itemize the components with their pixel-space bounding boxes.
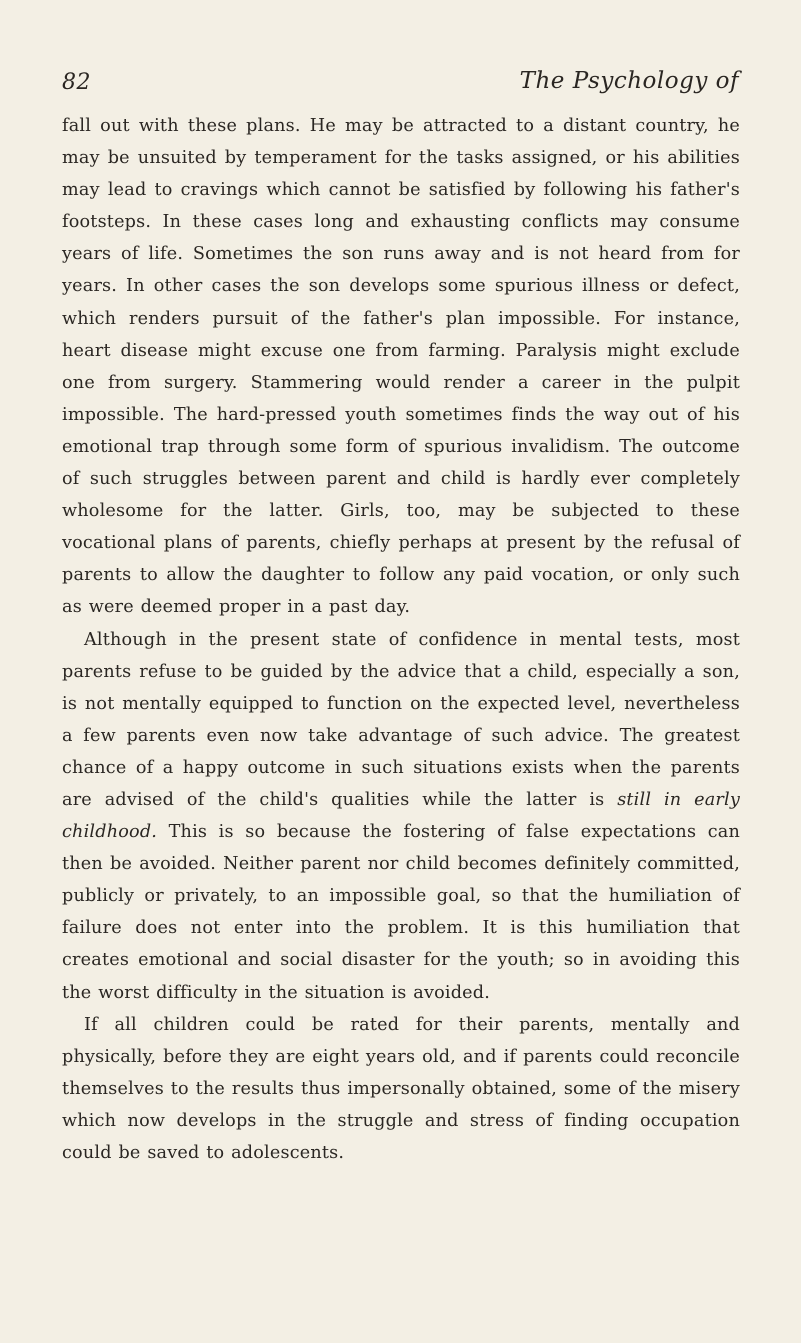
- paragraph-2-emphasis: still in early childhood.: [62, 789, 740, 843]
- running-head: The Psychology of: [519, 68, 739, 94]
- body-text: [62, 110, 740, 1169]
- paragraph-2-text-after: This is so because the fostering of false expectations can then be avoided. Neither parent nor child becomes definitely committed, publicly or privately, to an impossible goal, so that the humiliation of failure does not enter into the problem. It is this humiliation that creates emotional and social disaster for the youth; so in avoiding this the worst difficulty in the situation is avoided.: [62, 822, 740, 1003]
- paragraph-3: If all children could be rated for their parents, mentally and physically, before they are eight years old, and if parents could reconcile themselves to the results thus impersonally obtained, some of the misery which now develops in the struggle and stress of finding occupation could be saved to adolescents.: [62, 1014, 740, 1163]
- page-number: 82: [62, 70, 91, 95]
- paragraph-2: [62, 624, 740, 1009]
- paragraph-1: fall out with these plans. He may be attracted to a distant country, he may be unsuited by temperament for the tasks assigned, or his abilities may lead to cravings which cannot be satisfied by following his father's footsteps. In these cases long and exhausting conflicts may consume years of life. Sometimes the son runs away and is not heard from for years. In other cases the son develops some spurious illness or defect, which renders pursuit of the father's plan impossible. For instance, heart disease might excuse one from farming. Paralysis might exclude one from surgery. Stammering would render a career in the pulpit impossible. The hard-pressed youth sometimes finds the way out of his emotional trap through some form of spurious invalidism. The outcome of such struggles between parent and child is hardly ever completely wholesome for the latter. Girls, too, may be subjected to these vocational plans of parents, chiefly perhaps at present by the refusal of parents to allow the daughter to follow any paid vocation, or only such as were deemed proper in a past day.: [62, 116, 740, 618]
- paragraph-2-text-before: Although in the present state of confidence in mental tests, most parents refuse to be guided by the advice that a child, especially a son, is not mentally equipped to function on the expected level, nevertheless a few parents even now take advantage of such advice. The greatest chance of a happy outcome in such situations exists when the parents are advised of the child's qualities while the latter is: [62, 629, 740, 810]
